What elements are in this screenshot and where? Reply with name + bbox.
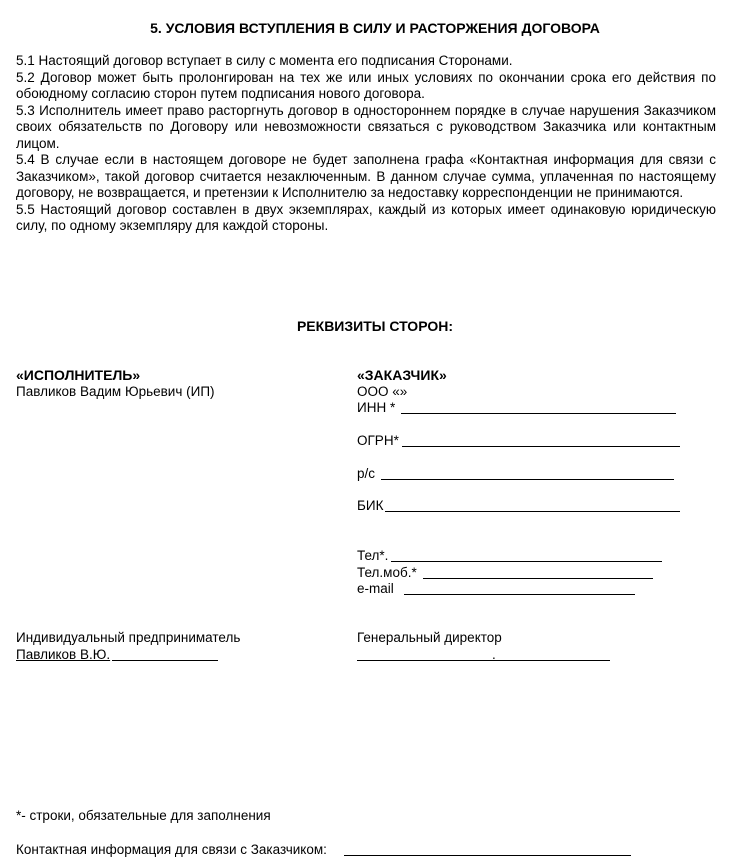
executor-signature-name: Павликов В.Ю. [16, 647, 111, 662]
phone-label: Тел*. [357, 548, 389, 563]
customer-org: ООО «» [357, 384, 408, 399]
ogrn-label: ОГРН* [357, 433, 399, 448]
clause-5-3: 5.3 Исполнитель имеет право расторгнуть договор в одностороннем порядке в случае нарушения Заказчиком своих обязательств по Договору или невозможности связаться с руководством Заказчика или контактным лицом. [16, 102, 716, 151]
email-field[interactable] [404, 594, 635, 595]
customer-signature-line[interactable] [357, 660, 610, 661]
executor-signature-line[interactable] [112, 660, 218, 661]
executor-name: Павликов Вадим Юрьевич (ИП) [16, 384, 215, 399]
signature-dot: . [492, 647, 496, 662]
requisites-title: РЕКВИЗИТЫ СТОРОН: [296, 318, 454, 334]
email-label: e-mail [357, 581, 394, 596]
clause-5-2: 5.2 Договор может быть пролонгирован на тех же или иных условиях по окончании срока его действия по обоюдному согласию сторон путем подписания нового договора. [16, 69, 716, 101]
clause-5-4: 5.4 В случае если в настоящем договоре не будет заполнена графа «Контактная информация для связи с Заказчиком», такой договор считается незаключенным. В данном случае сумма, уплаченная по настоящему договору, не возвращается, и претензии к Исполнителю за недоставку корреспонденции не принимаются. [16, 152, 716, 200]
phone-field[interactable] [391, 561, 662, 562]
terms-section [16, 53, 716, 235]
footnote: *- строки, обязательные для заполнения [16, 808, 271, 823]
executor-position: Индивидуальный предприниматель [16, 630, 241, 645]
mobile-field[interactable] [423, 578, 653, 579]
contact-field[interactable] [344, 855, 631, 856]
section-title: 5. УСЛОВИЯ ВСТУПЛЕНИЯ В СИЛУ И РАСТОРЖЕНИЯ ДОГОВОРА [150, 20, 600, 36]
bik-label: БИК [357, 498, 384, 513]
contact-label: Контактная информация для связи с Заказчиком: [16, 842, 327, 857]
clause-5-5: 5.5 Настоящий договор составлен в двух экземплярах, каждый из которых имеет одинаковую юридическую силу, по одному экземпляру для каждой стороны. [16, 201, 716, 233]
account-label: р/с [357, 466, 376, 481]
account-field[interactable] [381, 479, 674, 480]
customer-position: Генеральный директор [357, 630, 502, 645]
clause-5-1: 5.1 Настоящий договор вступает в силу с момента его подписания Сторонами. [16, 53, 513, 68]
bik-field[interactable] [385, 511, 680, 512]
executor-heading: «ИСПОЛНИТЕЛЬ» [16, 367, 141, 383]
customer-heading: «ЗАКАЗЧИК» [357, 367, 447, 383]
ogrn-field[interactable] [402, 446, 680, 447]
inn-label: ИНН * [357, 400, 396, 415]
mobile-label: Тел.моб.* [357, 565, 417, 580]
inn-field[interactable] [401, 413, 676, 414]
